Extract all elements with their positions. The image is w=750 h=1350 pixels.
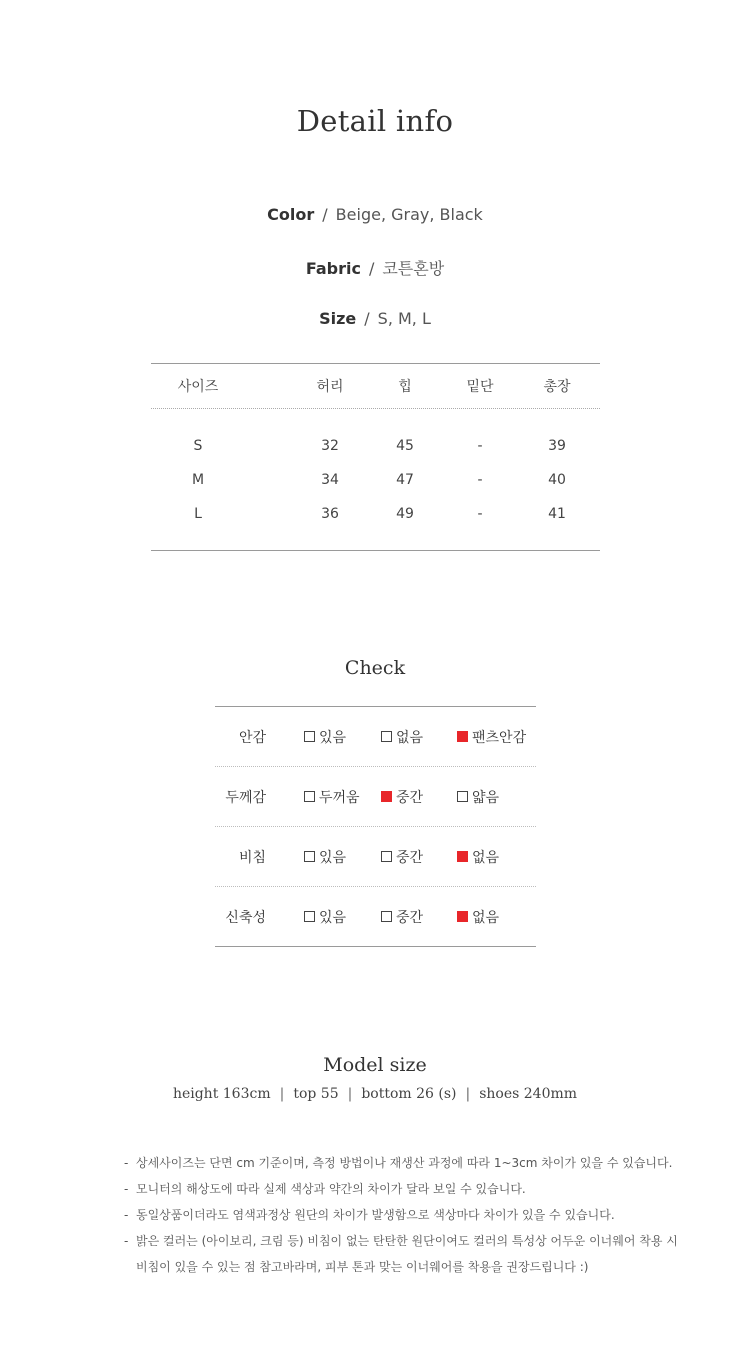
cell-hip: 47: [396, 472, 414, 488]
checkbox-icon: [381, 911, 392, 922]
check-option: [457, 727, 526, 747]
check-table: [215, 706, 536, 947]
check-row-stretch: [215, 887, 536, 946]
size-table-header: [151, 364, 600, 408]
note-dash: -: [124, 1182, 129, 1196]
option-label: 없음: [472, 849, 500, 866]
check-label: 신축성: [225, 909, 266, 926]
cell-length: 39: [548, 438, 566, 454]
separator: |: [279, 1086, 285, 1102]
option-label: 중간: [396, 849, 424, 866]
check-row-lining: [215, 707, 536, 766]
model-size-title: Model size: [323, 1054, 427, 1076]
spec-fabric: [0, 256, 750, 279]
spec-color-label: Color: [267, 205, 315, 224]
cell-waist: 36: [321, 506, 339, 522]
option-label: 팬츠안감: [472, 729, 527, 746]
cell-length: 40: [548, 472, 566, 488]
spec-size-value: S, M, L: [377, 309, 431, 328]
spec-separator: /: [368, 259, 375, 278]
spec-fabric-value: 코튼혼방: [382, 259, 445, 278]
checkbox-icon: [381, 731, 392, 742]
check-option: [304, 847, 346, 867]
check-row-sheerness: [215, 827, 536, 886]
check-label: 비침: [238, 849, 266, 866]
note-dash: -: [124, 1156, 129, 1170]
check-option: [381, 907, 423, 927]
spec-size: [0, 309, 750, 328]
cell-waist: 32: [321, 438, 339, 454]
check-option: [457, 847, 499, 867]
checkbox-icon: [304, 731, 315, 742]
header-waist: 허리: [316, 379, 344, 395]
check-row-thickness: [215, 767, 536, 826]
option-label: 두꺼움: [319, 789, 360, 806]
checkbox-checked-icon: [457, 851, 468, 862]
cell-size: L: [194, 506, 202, 522]
header-length: 총장: [543, 379, 571, 395]
check-option: [381, 787, 423, 807]
spec-color-value: Beige, Gray, Black: [335, 205, 483, 224]
cell-hip: 49: [396, 506, 414, 522]
option-label: 중간: [396, 909, 424, 926]
header-hem: 밑단: [466, 379, 494, 395]
check-option: [381, 727, 423, 747]
spec-color: [0, 205, 750, 224]
note-item: [124, 1202, 644, 1228]
spec-size-label: Size: [319, 309, 357, 328]
checkbox-checked-icon: [457, 731, 468, 742]
cell-hip: 45: [396, 438, 414, 454]
spec-separator: /: [322, 205, 328, 224]
option-label: 있음: [319, 729, 347, 746]
check-bottom-rule: [215, 946, 536, 947]
option-label: 없음: [472, 909, 500, 926]
checkbox-icon: [304, 911, 315, 922]
model-height: height 163cm: [172, 1086, 271, 1102]
header-hip: 힙: [398, 379, 412, 395]
checkbox-icon: [304, 851, 315, 862]
cell-size: S: [193, 438, 203, 454]
notes: [124, 1150, 678, 1280]
option-label: 있음: [319, 849, 347, 866]
model-bottom: bottom 26 (s): [361, 1086, 457, 1102]
table-row: [151, 497, 600, 531]
checkbox-icon: [457, 791, 468, 802]
cell-hem: -: [477, 506, 483, 522]
note-dash: -: [124, 1208, 129, 1222]
model-shoes: shoes 240mm: [479, 1086, 578, 1102]
separator: |: [347, 1086, 353, 1102]
note-dash: -: [124, 1234, 129, 1248]
cell-length: 41: [548, 506, 566, 522]
note-item: [124, 1228, 678, 1254]
cell-hem: -: [477, 472, 483, 488]
check-option: [304, 907, 346, 927]
table-row: [151, 463, 600, 497]
option-label: 중간: [396, 789, 424, 806]
check-title: Check: [344, 657, 406, 679]
checkbox-icon: [304, 791, 315, 802]
note-text: 모니터의 해상도에 따라 실제 색상과 약간의 차이가 달라 보일 수 있습니다.: [136, 1182, 526, 1196]
table-row: [151, 429, 600, 463]
separator: |: [465, 1086, 471, 1102]
check-label: 안감: [238, 729, 266, 746]
note-text: 밝은 컬러는 (아이보리, 크림 등) 비침이 없는 탄탄한 원단이여도 컬러의 특성상 어두운 이너웨어 착용 시: [136, 1234, 678, 1248]
model-size-line: [0, 1086, 750, 1102]
cell-size: M: [191, 472, 205, 488]
option-label: 없음: [396, 729, 424, 746]
check-option: [304, 727, 346, 747]
check-option: [304, 787, 360, 807]
note-text: 상세사이즈는 단면 cm 기준이며, 측정 방법이나 재생산 과정에 따라 1~3cm 차이가 있을 수 있습니다.: [136, 1156, 673, 1170]
size-table: [151, 363, 600, 551]
option-label: 얇음: [472, 789, 500, 806]
check-option: [457, 907, 499, 927]
checkbox-checked-icon: [381, 791, 392, 802]
detail-title: Detail info: [296, 104, 454, 138]
cell-waist: 34: [321, 472, 339, 488]
note-continuation: 비침이 있을 수 있는 점 참고바라며, 피부 톤과 맞는 이너웨어를 착용을 권장드립니다 :): [136, 1260, 589, 1274]
option-label: 있음: [319, 909, 347, 926]
note-text: 동일상품이더라도 염색과정상 원단의 차이가 발생함으로 색상마다 차이가 있을 수 있습니다.: [136, 1208, 615, 1222]
cell-hem: -: [477, 438, 483, 454]
check-label: 두께감: [225, 789, 266, 806]
checkbox-icon: [381, 851, 392, 862]
table-bottom-rule: [151, 550, 600, 551]
model-top: top 55: [293, 1086, 339, 1102]
spec-fabric-label: Fabric: [305, 259, 361, 278]
note-item: [124, 1176, 644, 1202]
check-option: [381, 847, 423, 867]
spec-separator: /: [364, 309, 370, 328]
check-option: [457, 787, 499, 807]
header-size: 사이즈: [177, 379, 219, 395]
note-item: [124, 1150, 673, 1176]
checkbox-checked-icon: [457, 911, 468, 922]
